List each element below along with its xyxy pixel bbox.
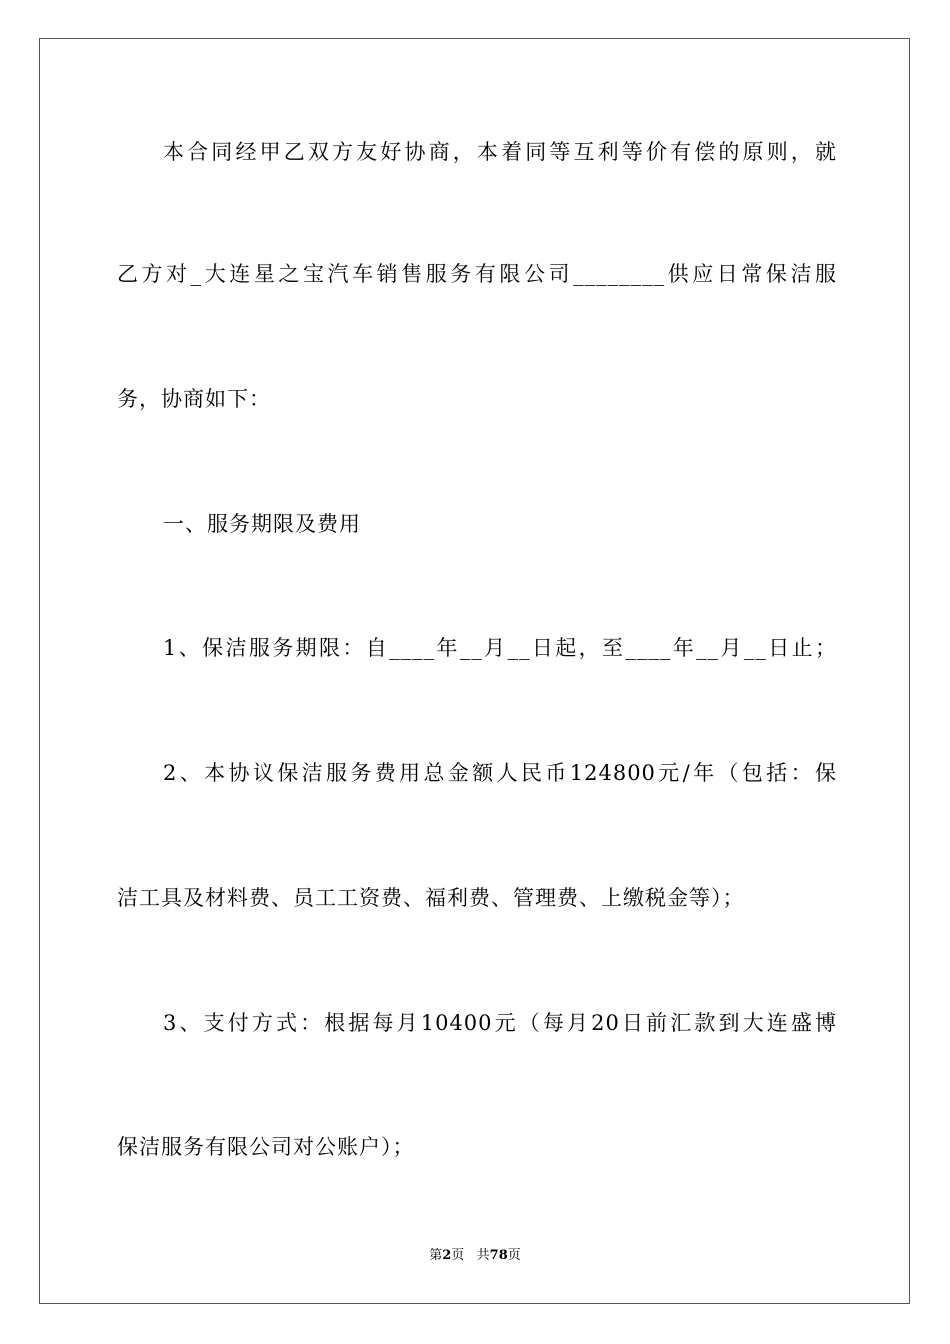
page-border: [39, 38, 910, 1304]
section-heading: 一、服务期限及费用: [163, 512, 361, 536]
clause-2-line-2: 洁工具及材料费、员工工资费、福利费、管理费、上缴税金等）；: [117, 886, 745, 910]
clause-3-line-1: 3、支付方式：根据每月10400元（每月20日前汇款到大连盛博: [163, 1011, 837, 1035]
paragraph-line-1: 本合同经甲乙双方友好协商，本着同等互利等价有偿的原则，就: [163, 140, 837, 164]
footer-middle: 页 共: [451, 1248, 490, 1263]
footer-total-pages: 78: [489, 1248, 508, 1263]
footer-prefix: 第: [429, 1248, 443, 1263]
paragraph-line-3: 务，协商如下：: [117, 387, 271, 411]
footer-suffix: 页: [507, 1248, 521, 1263]
paragraph-line-2: 乙方对_大连星之宝汽车销售服务有限公司________供应日常保洁服: [117, 262, 837, 286]
clause-3-line-2: 保洁服务有限公司对公账户）；: [117, 1135, 415, 1159]
clause-1-line-1: 1、保洁服务期限：自____年__月__日起，至____年__月__日止；: [163, 636, 837, 660]
page-footer: [0, 1247, 950, 1265]
footer-current-page: 2: [442, 1248, 452, 1263]
clause-2-line-1: 2、本协议保洁服务费用总金额人民币124800元/年（包括：保: [163, 761, 837, 785]
